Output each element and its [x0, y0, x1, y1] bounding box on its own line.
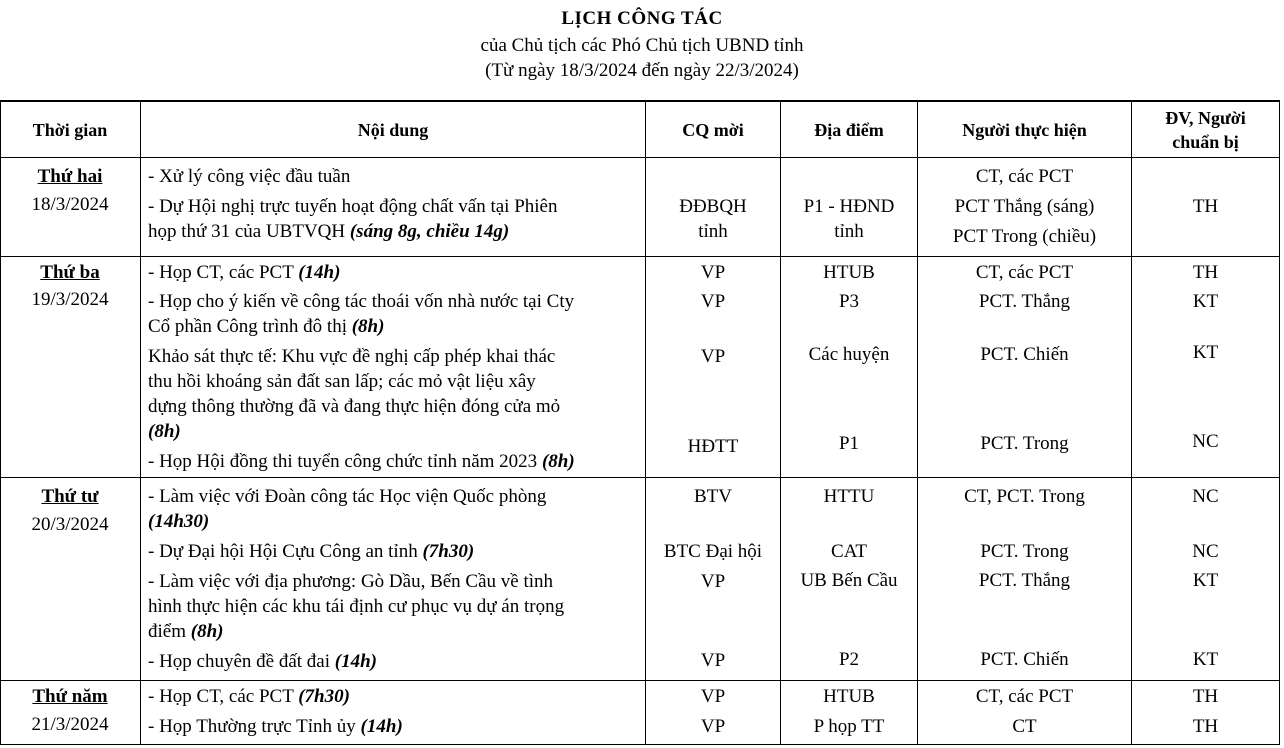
schedule-item-place: CAT — [831, 541, 867, 562]
day-date: 20/3/2024 — [31, 514, 109, 535]
schedule-item-performer: CT, các PCT — [975, 262, 1074, 283]
schedule-item-content: - Họp chuyên đề đất đai (14h) — [148, 651, 378, 672]
schedule-item-performer: PCT. Trong — [980, 541, 1069, 562]
schedule-item-inviter: VP — [700, 650, 726, 671]
schedule-item-performer: PCT Thắng (sáng) — [954, 196, 1095, 217]
schedule-item-place: P họp TT — [813, 716, 885, 737]
day-label: Thứ hai — [37, 166, 103, 187]
schedule-item-place: UB Bến Cầu — [800, 570, 898, 591]
column-header-performer: Người thực hiện — [962, 120, 1087, 140]
column-header-content: Nội dung — [357, 120, 429, 140]
schedule-item-time: (8h) — [148, 421, 181, 442]
schedule-item-place: Các huyện — [808, 344, 890, 365]
schedule-item-inviter: VP — [700, 716, 726, 737]
schedule-item-performer: PCT. Trong — [980, 433, 1069, 454]
day-date: 18/3/2024 — [31, 194, 109, 215]
schedule-item-place: P1 — [838, 433, 860, 454]
schedule-item-content-cont: hình thực hiện các khu tái định cư phục vụ dự án trọng — [148, 596, 565, 617]
schedule-item-content-cont: dựng thông thường đã và đang thực hiện đóng cửa mỏ — [148, 396, 561, 417]
schedule-item-inviter: BTC Đại hội — [663, 541, 763, 562]
schedule-item-place: HTUB — [823, 686, 875, 707]
schedule-item-inviter: VP — [700, 571, 726, 592]
schedule-item-prep: NC — [1192, 486, 1219, 507]
schedule-item-place: HTUB — [823, 262, 875, 283]
schedule-item-inviter: VP — [700, 346, 726, 367]
day-label: Thứ tư — [41, 486, 99, 507]
column-header-time: Thời gian — [32, 120, 108, 140]
schedule-item-prep: KT — [1192, 342, 1219, 363]
day-date: 19/3/2024 — [31, 289, 109, 310]
schedule-item-content: - Xử lý công việc đầu tuần — [148, 166, 351, 187]
schedule-item-prep: NC — [1192, 431, 1219, 452]
schedule-item-performer: CT, các PCT — [975, 686, 1074, 707]
schedule-item-performer: PCT. Chiến — [980, 344, 1069, 365]
column-header-prep-line1: ĐV, Người — [1165, 108, 1246, 128]
schedule-item-content: - Dự Hội nghị trực tuyến hoạt động chất vấn tại Phiên — [148, 196, 558, 217]
schedule-item-performer: CT, PCT. Trong — [964, 486, 1085, 507]
schedule-item-content-cont: họp thứ 31 của UBTVQH (sáng 8g, chiều 14g) — [148, 221, 510, 242]
schedule-item-content-cont: Cổ phần Công trình đô thị (8h) — [148, 316, 385, 337]
schedule-item-content: - Họp Hội đồng thi tuyển công chức tỉnh năm 2023 (8h) — [148, 451, 575, 472]
schedule-item-content: - Họp CT, các PCT (7h30) — [148, 686, 350, 707]
schedule-item-inviter: VP — [700, 262, 726, 283]
schedule-item-prep: TH — [1192, 262, 1219, 283]
day-label: Thứ ba — [40, 262, 100, 283]
schedule-item-place: P1 - HĐND — [803, 196, 895, 217]
schedule-item-time: (14h30) — [148, 511, 210, 532]
schedule-item-prep: KT — [1192, 649, 1219, 670]
schedule-item-place: P2 — [838, 649, 860, 670]
schedule-item-place: HTTU — [823, 486, 875, 507]
column-header-inviter: CQ mời — [682, 120, 744, 140]
document-title: LỊCH CÔNG TÁC — [561, 8, 723, 29]
schedule-item-inviter-cont: tỉnh — [698, 221, 728, 242]
schedule-item-content: - Họp Thường trực Tỉnh ủy (14h) — [148, 716, 403, 737]
schedule-item-prep: TH — [1192, 196, 1219, 217]
schedule-item-inviter: ĐĐBQH — [679, 196, 747, 217]
day-date: 21/3/2024 — [31, 714, 109, 735]
schedule-item-prep: NC — [1192, 541, 1219, 562]
schedule-item-content: - Dự Đại hội Hội Cựu Công an tỉnh (7h30) — [148, 541, 475, 562]
schedule-item-performer-cont: PCT Trong (chiều) — [952, 226, 1097, 247]
schedule-item-performer: CT, các PCT — [975, 166, 1074, 187]
schedule-item-place-cont: tỉnh — [834, 221, 864, 242]
column-header-prep-line2: chuẩn bị — [1172, 132, 1239, 152]
schedule-item-performer: PCT. Thắng — [978, 291, 1071, 312]
day-label: Thứ năm — [32, 686, 108, 707]
schedule-item-place: P3 — [838, 291, 860, 312]
schedule-item-inviter: VP — [700, 291, 726, 312]
schedule-item-prep: TH — [1192, 686, 1219, 707]
schedule-item-content: - Họp cho ý kiến về công tác thoái vốn nhà nước tại Cty — [148, 291, 575, 312]
schedule-item-content: - Làm việc với địa phương: Gò Dầu, Bến Cầu về tình — [148, 571, 554, 592]
schedule-item-performer: PCT. Thắng — [978, 570, 1071, 591]
schedule-item-prep: KT — [1192, 291, 1219, 312]
schedule-item-prep: KT — [1192, 570, 1219, 591]
schedule-item-performer: CT — [1012, 716, 1037, 737]
schedule-item-content: - Làm việc với Đoàn công tác Học viện Quốc phòng — [148, 486, 547, 507]
schedule-item-inviter: VP — [700, 686, 726, 707]
column-header-place: Địa điểm — [814, 120, 884, 140]
document-subtitle: của Chủ tịch các Phó Chủ tịch UBND tỉnh — [480, 35, 804, 56]
schedule-item-content-cont: điểm (8h) — [148, 621, 224, 642]
schedule-item-content: Khảo sát thực tế: Khu vực đề nghị cấp phép khai thác — [148, 346, 556, 367]
schedule-item-performer: PCT. Chiến — [980, 649, 1069, 670]
schedule-item-inviter: BTV — [694, 486, 732, 507]
schedule-item-inviter: HĐTT — [687, 436, 739, 457]
schedule-item-content-cont: thu hồi khoáng sản đất san lấp; các mỏ vật liệu xây — [148, 371, 536, 392]
schedule-item-prep: TH — [1192, 716, 1219, 737]
document-date-range: (Từ ngày 18/3/2024 đến ngày 22/3/2024) — [485, 60, 799, 81]
schedule-item-content: - Họp CT, các PCT (14h) — [148, 262, 341, 283]
